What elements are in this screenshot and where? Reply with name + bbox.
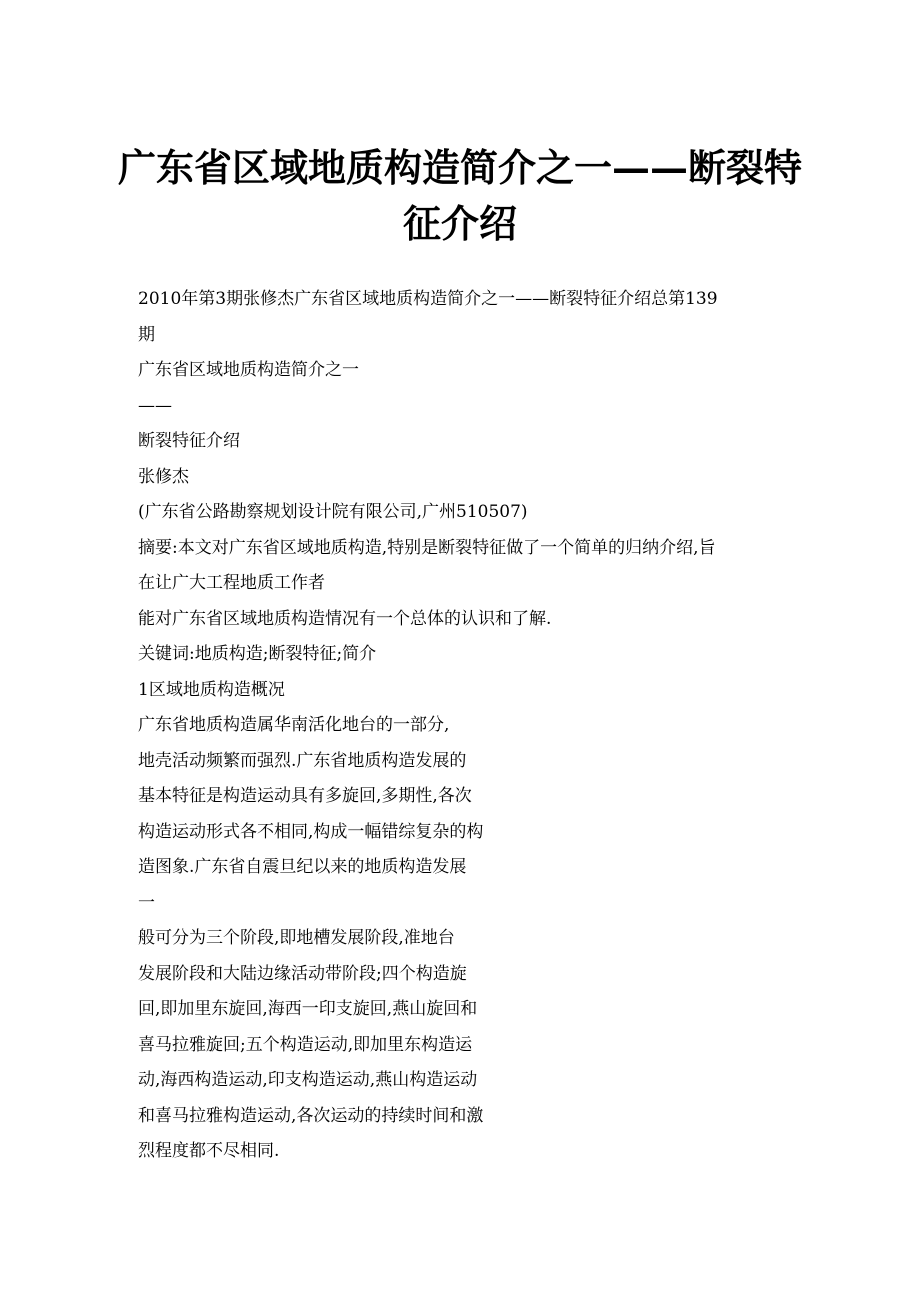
paragraph-line: 基本特征是构造运动具有多旋回,多期性,各次	[138, 786, 472, 806]
keywords: 关键词:地质构造;断裂特征;简介	[138, 644, 377, 664]
affiliation: (广东省公路勘察规划设计院有限公司,广州510507)	[138, 502, 528, 522]
article-title-part-1: 广东省区域地质构造简介之一	[138, 360, 359, 380]
paragraph-line: 和喜马拉雅构造运动,各次运动的持续时间和激	[138, 1105, 484, 1126]
article-title-dash: ——	[138, 395, 172, 416]
paragraph-line: 般可分为三个阶段,即地槽发展阶段,准地台	[138, 928, 455, 948]
paragraph-line: 动,海西构造运动,印支构造运动,燕山构造运动	[138, 1070, 478, 1090]
header-line: 2010年第3期张修杰广东省区域地质构造简介之一——断裂特征介绍总第139	[138, 289, 718, 309]
paragraph-line: 喜马拉雅旋回;五个构造运动,即加里东构造运	[138, 1034, 473, 1055]
header-line-continuation: 期	[138, 324, 155, 345]
document-title-line-1: 广东省区域地质构造简介之一——断裂特	[117, 145, 802, 190]
paragraph-line: 烈程度都不尽相同.	[138, 1141, 280, 1161]
article-title-part-2: 断裂特征介绍	[138, 431, 240, 451]
abstract-line-2: 在让广大工程地质工作者	[138, 573, 325, 593]
author: 张修杰	[138, 466, 189, 487]
paragraph-line: 广东省地质构造属华南活化地台的一部分,	[138, 715, 450, 735]
abstract-line-3: 能对广东省区域地质构造情况有一个总体的认识和了解.	[138, 608, 552, 629]
paragraph-line: 构造运动形式各不相同,构成一幅错综复杂的构	[138, 821, 484, 842]
paragraph-line: 发展阶段和大陆边缘活动带阶段;四个构造旋	[138, 963, 467, 984]
paragraph-line: 地壳活动频繁而强烈.广东省地质构造发展的	[138, 750, 467, 771]
paragraph-line: 回,即加里东旋回,海西一印支旋回,燕山旋回和	[138, 999, 478, 1019]
paragraph-line: 一	[138, 892, 155, 913]
document-body	[138, 286, 788, 1174]
section-heading: 1区域地质构造概况	[138, 679, 285, 700]
document-title-line-2: 征介绍	[402, 201, 517, 246]
abstract-line-1: 摘要:本文对广东省区域地质构造,特别是断裂特征做了一个简单的归纳介绍,旨	[138, 537, 716, 558]
paragraph-line: 造图象.广东省自震旦纪以来的地质构造发展	[138, 857, 467, 877]
